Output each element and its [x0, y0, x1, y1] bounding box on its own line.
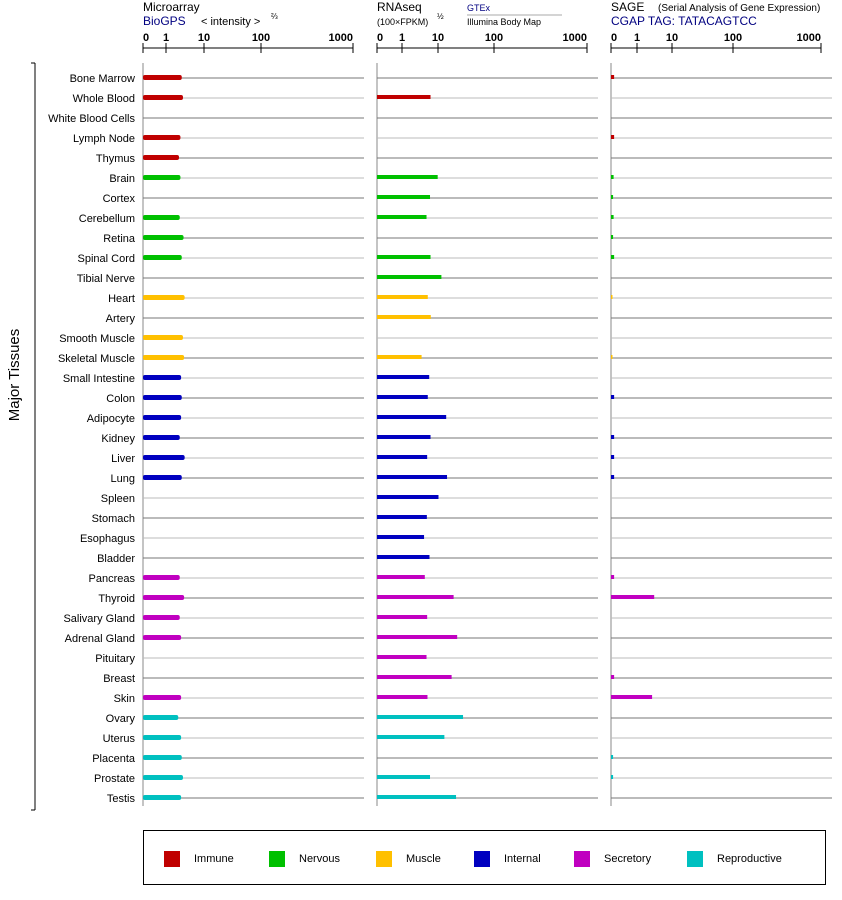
tissue-label: Pituitary — [95, 653, 135, 665]
bar-sage — [611, 675, 614, 679]
bar-rnaseq — [377, 195, 430, 199]
tissue-label: Placenta — [92, 753, 135, 765]
panel-title-rnaseq: RNAseq — [377, 0, 422, 14]
bar-microarray — [143, 355, 184, 360]
bar-rnaseq — [377, 495, 438, 499]
x-tick-label-rnaseq: 1 — [398, 32, 406, 44]
bar-sage — [611, 755, 613, 759]
x-tick-label-rnaseq: 100 — [484, 32, 504, 44]
bar-microarray — [143, 715, 178, 720]
bar-sage — [611, 135, 614, 139]
bar-rnaseq — [377, 715, 463, 719]
legend — [143, 830, 826, 885]
bar-sage — [611, 175, 614, 179]
tissue-label: Adipocyte — [86, 413, 135, 425]
bar-rnaseq — [377, 795, 456, 799]
tissue-label: Spinal Cord — [77, 253, 135, 265]
bar-rnaseq — [377, 455, 427, 459]
x-tick-label-microarray: 0 — [143, 32, 150, 44]
tissue-label: Prostate — [94, 773, 135, 785]
bar-rnaseq — [377, 695, 427, 699]
x-tick-label-microarray: 10 — [197, 32, 211, 44]
legend-swatch — [269, 851, 285, 867]
bar-rnaseq — [377, 375, 429, 379]
panel-source-sage: CGAP TAG: TATACAGTCC — [611, 14, 757, 28]
tissue-label: Salivary Gland — [63, 613, 135, 625]
bar-microarray — [143, 135, 180, 140]
bar-rnaseq — [377, 655, 427, 659]
bar-microarray — [143, 175, 180, 180]
tissue-label: Heart — [108, 293, 135, 305]
panel-scale-exp-rnaseq: ½ — [437, 12, 444, 21]
bar-rnaseq — [377, 315, 431, 319]
bar-rnaseq — [377, 295, 428, 299]
bar-rnaseq — [377, 175, 438, 179]
bar-rnaseq — [377, 575, 425, 579]
bar-rnaseq — [377, 555, 429, 559]
bar-sage — [611, 695, 652, 699]
tissue-label: Cerebellum — [78, 213, 135, 225]
bar-microarray — [143, 795, 181, 800]
bar-rnaseq — [377, 395, 428, 399]
legend-swatch — [164, 851, 180, 867]
tissue-label: Kidney — [101, 433, 135, 445]
x-tick-label-sage: 10 — [665, 32, 679, 44]
bar-microarray — [143, 755, 182, 760]
tissue-label: Testis — [106, 793, 135, 805]
bar-rnaseq — [377, 275, 441, 279]
legend-label: Muscle — [406, 853, 441, 865]
bar-rnaseq — [377, 255, 431, 259]
legend-swatch — [376, 851, 392, 867]
legend-item — [269, 851, 340, 867]
tissue-label: Bladder — [97, 553, 135, 565]
tissue-label: Adrenal Gland — [64, 633, 135, 645]
tissue-label: Artery — [105, 313, 135, 325]
bar-sage — [611, 435, 614, 439]
tissue-label: Small Intestine — [62, 373, 135, 385]
bar-microarray — [143, 255, 182, 260]
bar-rnaseq — [377, 675, 452, 679]
x-tick-label-sage: 100 — [723, 32, 743, 44]
legend-label: Internal — [504, 853, 541, 865]
panel-source2-rnaseq: Illumina Body Map — [467, 17, 542, 27]
bar-microarray — [143, 295, 185, 300]
legend-item — [574, 851, 651, 867]
tissue-label: Whole Blood — [72, 93, 135, 105]
panel-subtitle-sage: (Serial Analysis of Gene Expression) — [658, 3, 821, 14]
bar-sage — [611, 255, 614, 259]
tissue-label: White Blood Cells — [48, 113, 135, 125]
x-tick-label-sage: 1000 — [796, 32, 821, 44]
bar-sage — [611, 775, 613, 779]
legend-item — [687, 851, 782, 867]
bar-sage — [611, 295, 613, 299]
bar-rnaseq — [377, 635, 457, 639]
bar-rnaseq — [377, 515, 427, 519]
bar-microarray — [143, 75, 182, 80]
panel-scale-microarray: < intensity > — [201, 16, 261, 28]
bar-sage — [611, 235, 613, 239]
legend-swatch — [574, 851, 590, 867]
legend-swatch — [687, 851, 703, 867]
tissue-label: Retina — [103, 233, 135, 245]
bar-microarray — [143, 235, 184, 240]
x-tick-label-sage: 1 — [633, 32, 641, 44]
bar-microarray — [143, 455, 185, 460]
bar-microarray — [143, 415, 181, 420]
tissue-label: Stomach — [91, 513, 135, 525]
tissue-label: Brain — [109, 173, 135, 185]
bar-microarray — [143, 155, 179, 160]
bar-rnaseq — [377, 95, 431, 99]
x-tick-label-microarray: 1000 — [328, 32, 353, 44]
tissue-label: Bone Marrow — [69, 73, 135, 85]
panel-source-microarray: BioGPS — [143, 14, 186, 28]
tissue-label: Ovary — [105, 713, 135, 725]
legend-label: Immune — [194, 853, 234, 865]
panel-title-microarray: Microarray — [143, 0, 200, 14]
bar-microarray — [143, 395, 182, 400]
bar-microarray — [143, 775, 183, 780]
legend-item — [376, 851, 441, 867]
panel-scale-exp-microarray: ⅔ — [271, 12, 278, 21]
bar-sage — [611, 395, 614, 399]
bar-microarray — [143, 695, 181, 700]
bar-rnaseq — [377, 415, 446, 419]
panel-scale-rnaseq: (100×FPKM) — [377, 17, 429, 27]
bar-rnaseq — [377, 775, 430, 779]
bar-microarray — [143, 435, 180, 440]
tissue-label: Breast — [103, 673, 135, 685]
bar-rnaseq — [377, 735, 444, 739]
bar-rnaseq — [377, 475, 447, 479]
bar-microarray — [143, 475, 182, 480]
legend-swatch — [474, 851, 490, 867]
bar-microarray — [143, 335, 183, 340]
bar-microarray — [143, 635, 181, 640]
y-axis-label: Major Tissues — [6, 328, 23, 422]
bar-microarray — [143, 575, 180, 580]
bar-microarray — [143, 215, 180, 220]
bar-rnaseq — [377, 435, 431, 439]
legend-item — [164, 851, 234, 867]
bar-sage — [611, 75, 614, 79]
x-tick-label-sage: 0 — [611, 32, 618, 44]
bar-rnaseq — [377, 595, 454, 599]
legend-label: Nervous — [299, 853, 340, 865]
bar-rnaseq — [377, 535, 424, 539]
tissue-label: Skeletal Muscle — [57, 353, 135, 365]
x-tick-label-microarray: 100 — [251, 32, 271, 44]
tissue-label: Thymus — [95, 153, 135, 165]
tissue-label: Lung — [110, 473, 135, 485]
tissue-label: Lymph Node — [73, 133, 135, 145]
tissue-label: Skin — [113, 693, 135, 705]
tissue-label: Esophagus — [79, 533, 135, 545]
bar-rnaseq — [377, 215, 427, 219]
bar-microarray — [143, 375, 181, 380]
x-tick-label-rnaseq: 10 — [431, 32, 445, 44]
bar-sage — [611, 215, 614, 219]
legend-label: Reproductive — [717, 853, 782, 865]
tissue-label: Tibial Nerve — [76, 273, 135, 285]
tissue-label: Liver — [111, 453, 135, 465]
bar-sage — [611, 355, 613, 359]
bar-sage — [611, 455, 614, 459]
tissue-label: Thyroid — [98, 593, 135, 605]
x-tick-label-microarray: 1 — [162, 32, 170, 44]
tissue-label: Colon — [106, 393, 135, 405]
panel-title-sage: SAGE — [611, 0, 645, 14]
bar-rnaseq — [377, 355, 422, 359]
legend-item — [474, 851, 541, 867]
tissue-label: Smooth Muscle — [59, 333, 135, 345]
bar-microarray — [143, 95, 183, 100]
bar-microarray — [143, 595, 184, 600]
tissue-label: Spleen — [100, 493, 135, 505]
x-tick-label-rnaseq: 1000 — [562, 32, 587, 44]
bar-sage — [611, 195, 613, 199]
bar-sage — [611, 575, 614, 579]
bar-microarray — [143, 735, 181, 740]
bar-sage — [611, 475, 614, 479]
x-tick-label-rnaseq: 0 — [377, 32, 384, 44]
bar-microarray — [143, 615, 180, 620]
legend-label: Secretory — [604, 853, 652, 865]
bar-sage — [611, 595, 654, 599]
tissue-label: Cortex — [102, 193, 135, 205]
panel-source-rnaseq: GTEx — [467, 3, 491, 13]
tissue-label: Uterus — [102, 733, 135, 745]
bar-rnaseq — [377, 615, 427, 619]
tissue-label: Pancreas — [88, 573, 135, 585]
